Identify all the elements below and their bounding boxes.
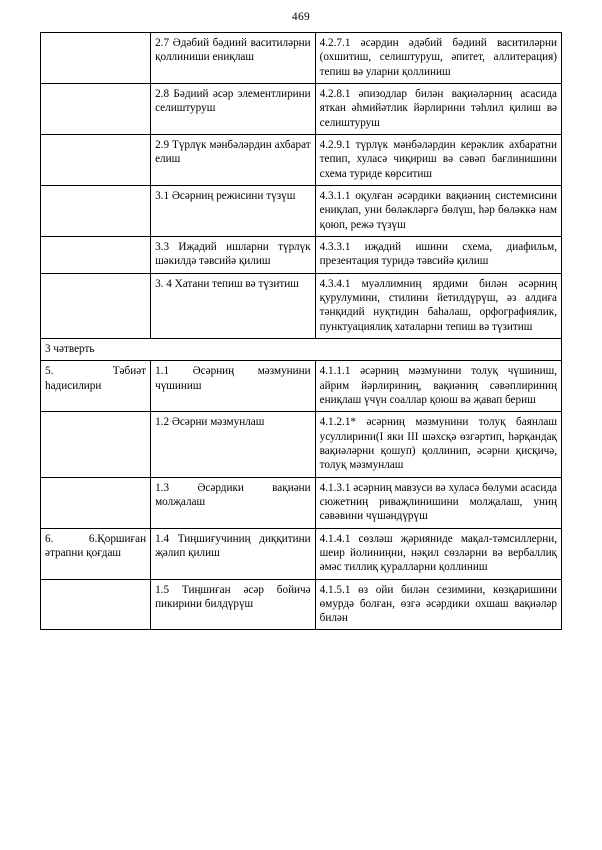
curriculum-table <box>40 32 562 630</box>
row-objective-cell: 4.2.9.1 түрлүк мәнбәләрдин керәклик ахбаратни тепип, хуласә чиқириш вә сәвәп бағлинишини схема туриде көрситиш <box>315 134 561 185</box>
table-row <box>41 185 562 236</box>
row-skill-cell: 3. 4 Хатани тепиш вә түзитиш <box>151 273 316 338</box>
row-objective-cell: 4.1.2.1* әсәрниң мәзмунини толуқ баянлаш усуллирини(I яки III шәхсқә өзгәртип, һәрқандақ вақиәләрни қошуп) қоллинип, әсәрни қисқичә, толуқ мәзмунлаш <box>315 412 561 477</box>
table-row <box>41 528 562 579</box>
row-skill-cell: 3.1 Әсәрниң режисини түзүш <box>151 185 316 236</box>
row-objective-cell: 4.3.1.1 оқулған әсәрдики вақиәниң системисини ениқлап, уни бөләкләргә бөлүш, һәр бөләккә нам қоюп, режә түзүш <box>315 185 561 236</box>
table-row <box>41 579 562 630</box>
table-row <box>41 134 562 185</box>
table-row <box>41 236 562 273</box>
row-section-cell <box>41 579 151 630</box>
row-objective-cell: 4.2.8.1 әпизодлар билән вақиәләрниң асасида яткан әһмийәтлик йәрлирини тәһлил қилиш вә селиштуруш <box>315 83 561 134</box>
row-objective-cell: 4.3.4.1 муәллимниң ярдими билән әсәрниң қурулумини, стилини йетилдүрүш, әз алдиға тәнқидий нуқтидин баһалаш, орфографиялик, пунктуациялиқ хаталарни тепиш вә түзитиш <box>315 273 561 338</box>
row-section-cell <box>41 185 151 236</box>
row-section-cell <box>41 33 151 84</box>
row-section-cell <box>41 134 151 185</box>
row-section-cell <box>41 236 151 273</box>
row-objective-cell: 4.1.5.1 өз ойи билән сезимини, көзқаришини өмурдә болған, өзгә әсәрдики охшаш вақиәләр билән <box>315 579 561 630</box>
table-row <box>41 361 562 412</box>
table-row-quarter-heading <box>41 338 562 360</box>
row-objective-cell: 4.1.3.1 әсәрниң мавзуси вә хуласә бөлуми асасида сюжетниң риваҗлинишини молҗалаш, униң сәвәвини чүшәндүрүш <box>315 477 561 528</box>
row-section-cell <box>41 477 151 528</box>
row-skill-cell: 1.3 Әсәрдики вақиәни молҗалаш <box>151 477 316 528</box>
table-row <box>41 477 562 528</box>
row-section-cell <box>41 412 151 477</box>
row-skill-cell: 2.7 Әдәбий бәдиий васитиләрни қоллиниши ениқлаш <box>151 33 316 84</box>
table-row <box>41 412 562 477</box>
row-objective-cell: 4.1.1.1 әсәрниң мәзмунини толуқ чүшиниш, айрим йәрлириниң, вақиәниң сәвәплириниң ениқлаш үчүн соаллар қоюш вә җавап бериш <box>315 361 561 412</box>
row-skill-cell: 1.2 Әсәрни мәзмунлаш <box>151 412 316 477</box>
row-objective-cell: 4.3.3.1 иҗадий ишини схема, диафильм, презентация туридә тәвсийә қилиш <box>315 236 561 273</box>
row-section-cell <box>41 273 151 338</box>
row-section-cell <box>41 83 151 134</box>
row-skill-cell: 2.9 Түрлүк мәнбәләрдин ахбарат елиш <box>151 134 316 185</box>
table-row <box>41 273 562 338</box>
row-skill-cell: 1.1 Әсәрниң мәзмунини чүшиниш <box>151 361 316 412</box>
row-section-cell: 6. 6.Қоршиған әтрапни қоғдаш <box>41 528 151 579</box>
row-objective-cell: 4.2.7.1 әсәрдин әдәбий бәдиий васитиләрни (охшитиш, селиштуруш, әпитет, аллитерация) тепиш вә уларни қоллиниш <box>315 33 561 84</box>
row-skill-cell: 1.4 Тиңшиғучиниң диққитини җәлип қилиш <box>151 528 316 579</box>
table-row <box>41 83 562 134</box>
row-skill-cell: 2.8 Бәдиий әсәр элементлирини селиштуруш <box>151 83 316 134</box>
row-skill-cell: 3.3 Иҗадий ишларни түрлүк шәкилдә тәвсийә қилиш <box>151 236 316 273</box>
table-body <box>41 33 562 630</box>
row-section-cell: 5. Тәбиәт һадисилири <box>41 361 151 412</box>
page-number: 469 <box>291 11 311 23</box>
quarter-heading-cell: 3 чәтверть <box>41 338 562 360</box>
table-row <box>41 33 562 84</box>
row-objective-cell: 4.1.4.1 сөзләш җәрияниде мақал-тәмсиллерни, шеир йолиниңни, нәқил сөзләрни вә вербаллиқ әмәс тиллиқ қуралларни қоллиниш <box>315 528 561 579</box>
row-skill-cell: 1.5 Тиңшиған әсәр бойичә пикирини билдүрүш <box>151 579 316 630</box>
